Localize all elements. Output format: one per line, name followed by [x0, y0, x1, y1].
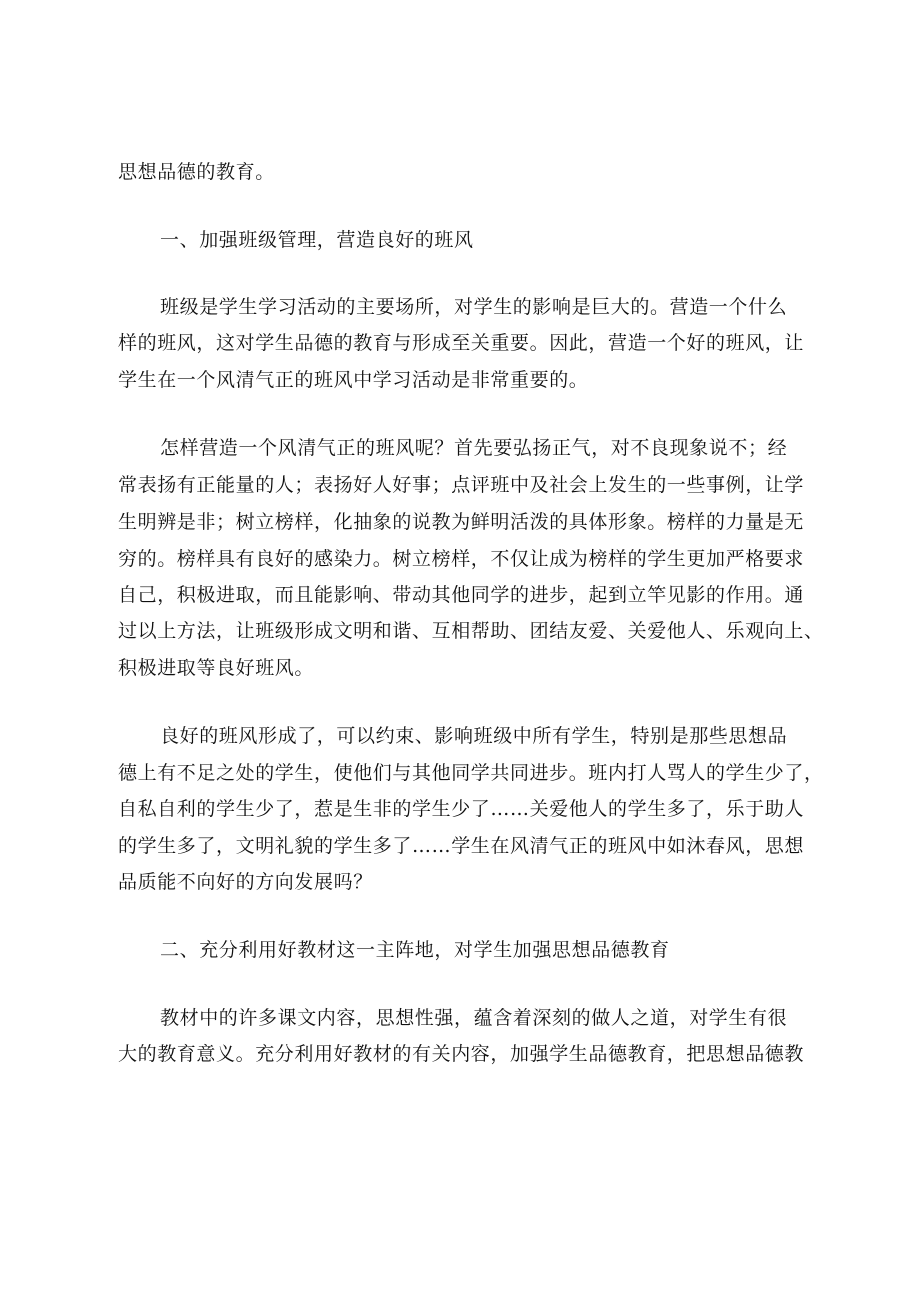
paragraph-line: 自私自利的学生少了，惹是生非的学生少了……关爱他人的学生多了，乐于助人 — [118, 798, 805, 820]
paragraph-line: 大的教育意义。充分利用好教材的有关内容，加强学生品德教育，把思想品德教 — [118, 1043, 805, 1065]
paragraph-line: 思想品德的教育。 — [118, 161, 275, 183]
paragraph-line: 常表扬有正能量的人；表扬好人好事；点评班中及社会上发生的一些事例，让学 — [118, 474, 805, 496]
paragraph-line: 样的班风，这对学生品德的教育与形成至关重要。因此，营造一个好的班风，让 — [118, 332, 805, 354]
paragraph-line: 自己，积极进取，而且能影响、带动其他同学的进步，起到立竿见影的作用。通 — [118, 584, 805, 606]
paragraph-line: 品质能不向好的方向发展吗？ — [118, 871, 373, 893]
section-heading: 一、加强班级管理，营造良好的班风 — [160, 229, 474, 251]
paragraph-line: 的学生多了，文明礼貌的学生多了……学生在风清气正的班风中如沐春风，思想 — [118, 835, 805, 857]
paragraph-line: 积极进取等良好班风。 — [118, 657, 315, 679]
paragraph-line: 学生在一个风清气正的班风中学习活动是非常重要的。 — [118, 369, 589, 391]
paragraph-line: 德上有不足之处的学生，使他们与其他同学共同进步。班内打人骂人的学生少了， — [118, 762, 824, 784]
paragraph-line: 怎样营造一个风清气正的班风呢？首先要弘扬正气，对不良现象说不；经 — [160, 437, 788, 459]
paragraph-line: 教材中的许多课文内容，思想性强，蕴含着深刻的做人之道，对学生有很 — [160, 1007, 788, 1029]
section-heading: 二、充分利用好教材这一主阵地，对学生加强思想品德教育 — [160, 939, 670, 961]
paragraph-line: 良好的班风形成了，可以约束、影响班级中所有学生，特别是那些思想品 — [160, 725, 788, 747]
paragraph-line: 穷的。榜样具有良好的感染力。树立榜样，不仅让成为榜样的学生更加严格要求 — [118, 548, 805, 570]
paragraph-line: 生明辨是非；树立榜样，化抽象的说教为鲜明活泼的具体形象。榜样的力量是无 — [118, 511, 805, 533]
paragraph-line: 班级是学生学习活动的主要场所，对学生的影响是巨大的。营造一个什么 — [160, 296, 788, 318]
paragraph-line: 过以上方法，让班级形成文明和谐、互相帮助、团结友爱、关爱他人、乐观向上、 — [118, 620, 824, 642]
